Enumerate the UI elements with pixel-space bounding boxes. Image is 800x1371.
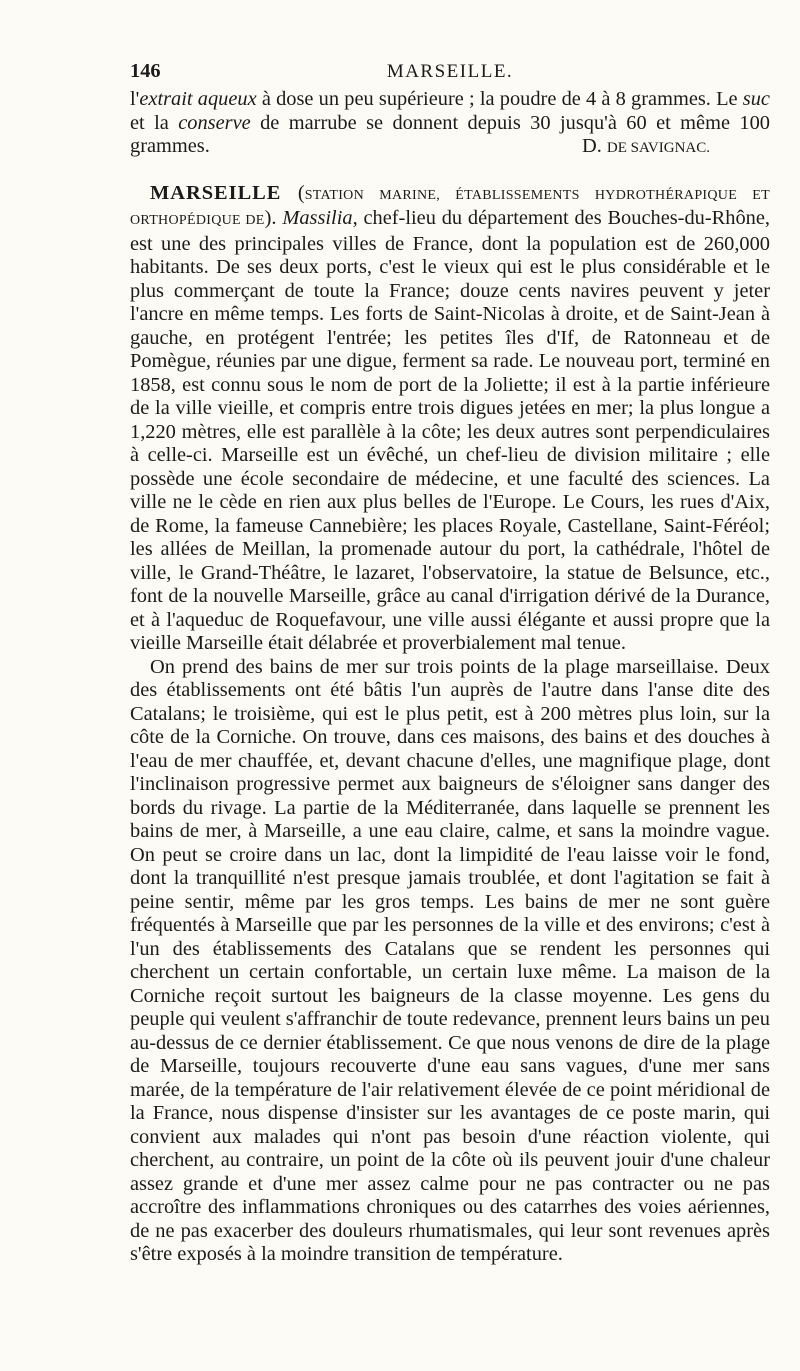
book-page (130, 60, 770, 1267)
text-run: de marrube se donnent depuis 30 jusqu'à 60 et même 100 grammes. (130, 111, 770, 157)
italic-term: conserve (178, 111, 251, 134)
entry-body: , chef-lieu du département des Bouches-du-Rhône, est une des principales villes de France, dont la population est de 260,000 habitants. De ses deux ports, c'est le vieux qui est le plus considérable et le plus commerçant de toute la France; douze cents navires peuvent y jeter l'ancre en même temps. Les forts de Saint-Nicolas à droite, et de Saint-Jean à gauche, en protégent l'entrée; les petites îles d'If, de Ratonneau et de Pomègue, réunies par une digue, ferment sa rade. Le nouveau port, terminé en 1858, est connu sous le nom de port de la Joliette; il est à la partie inférieure de la ville vieille, et compris entre trois digues jetées en mer; la plus longue a 1,220 mètres, elle est parallèle à la côte; les deux autres sont perpendiculaires à celle-ci. Marseille est un évêché, un chef-lieu de division militaire ; elle possède une école secondaire de médecine, et une faculté des sciences. La ville ne le cède en rien aux plus belles de l'Europe. Le Cours, les rues d'Aix, de Rome, la fameuse Cannebière; les places Royale, Castellane, Saint-Féréol; les allées de Meillan, la promenade autour du port, la cathédrale, l'hôtel de ville, le Grand-Théâtre, le lazaret, l'observatoire, la statue de Belsunce, etc., font de la nouvelle Marseille, grâce au canal d'irrigation dérivé de la Durance, et à l'aqueduc de Roquefavour, une ville aussi élégante et aussi propre que la vieille Marseille était délabrée et proverbialement mal tenue. (130, 207, 770, 654)
author-signature (130, 135, 770, 161)
signature-prefix: DE (606, 140, 631, 156)
entry-headword: MARSEILLE (150, 181, 282, 204)
text-run: à dose un peu supérieure ; la poudre de 4 à 8 grammes. Le (256, 88, 743, 110)
page-number: 146 (130, 60, 161, 82)
text-run: ( (281, 181, 305, 204)
page-header (130, 60, 770, 86)
entry-paragraph (130, 182, 770, 656)
text-run: ). (264, 207, 283, 229)
signature-initial: D. (582, 135, 607, 157)
text-run: l' (130, 88, 140, 110)
section-gap (130, 161, 770, 182)
text-run: et la (130, 111, 179, 134)
running-title: MARSEILLE. (386, 61, 514, 82)
latin-name: Massilia (282, 207, 353, 229)
signature-name: SAVIGNAC. (630, 140, 710, 156)
italic-term: suc (742, 88, 770, 110)
entry-subtitle: STATION MARINE, ÉTABLISSEMENTS HYDROTHÉRAPIQUE ET ORTHOPÉDIQUE DE (130, 187, 770, 228)
italic-term: extrait aqueux (139, 88, 257, 110)
baths-paragraph: On prend des bains de mer sur trois points de la plage marseillaise. Deux des établissements ont été bâtis l'un auprès de l'autre dans l'anse dite des Catalans; le troisième, qui est le plus petit, est à 200 mètres plus loin, sur la côte de la Corniche. On trouve, dans ces maisons, des bains et des douches à l'eau de mer chauffée, et, devant chacune d'elles, une magnifique plage, dont l'inclinaison progressive permet aux baigneurs de s'éloigner sans danger des bords du rivage. La partie de la Méditerranée, dans laquelle se prennent les bains de mer, à Marseille, a une eau claire, calme, et sans la moindre vague. On peut se croire dans un lac, dont la limpidité de l'eau laisse voir le fond, dont la tranquillité n'est presque jamais troublée, et dont l'agitation se fait à peine sentir, même par les gros temps. Les bains de mer ne sont guère fréquentés à Marseille que par les personnes de la ville et des environs; c'est à l'un des établissements des Catalans que se rendent les personnes qui cherchent un certain confortable, un certain luxe même. La maison de la Corniche reçoit surtout les baigneurs de la classe moyenne. Les gens du peuple qui veulent s'affranchir de toute redevance, prennent leurs bains un peu au-dessus de ce dernier établissement. Ce que nous venons de dire de la plage de Marseille, toujours recouverte d'une eau sans vagues, d'une mer sans marée, de la température de l'air relativement élevée de ce point méridional de la France, nous dispense d'insister sur les avantages de ce poste marin, qui convient aux malades qui n'ont pas besoin d'une réaction violente, qui cherchent, au contraire, un point de la côte où ils peuvent jouir d'une chaleur assez grande et d'une mer assez calme pour ne pas contracter ou ne pas accroître des inflammations chroniques ou des catarrhes des voies aériennes, de ne pas exacerber des douleurs rhumatismales, qui leur sont revenues après s'être exposés à la moindre transition de température. (130, 655, 770, 1265)
